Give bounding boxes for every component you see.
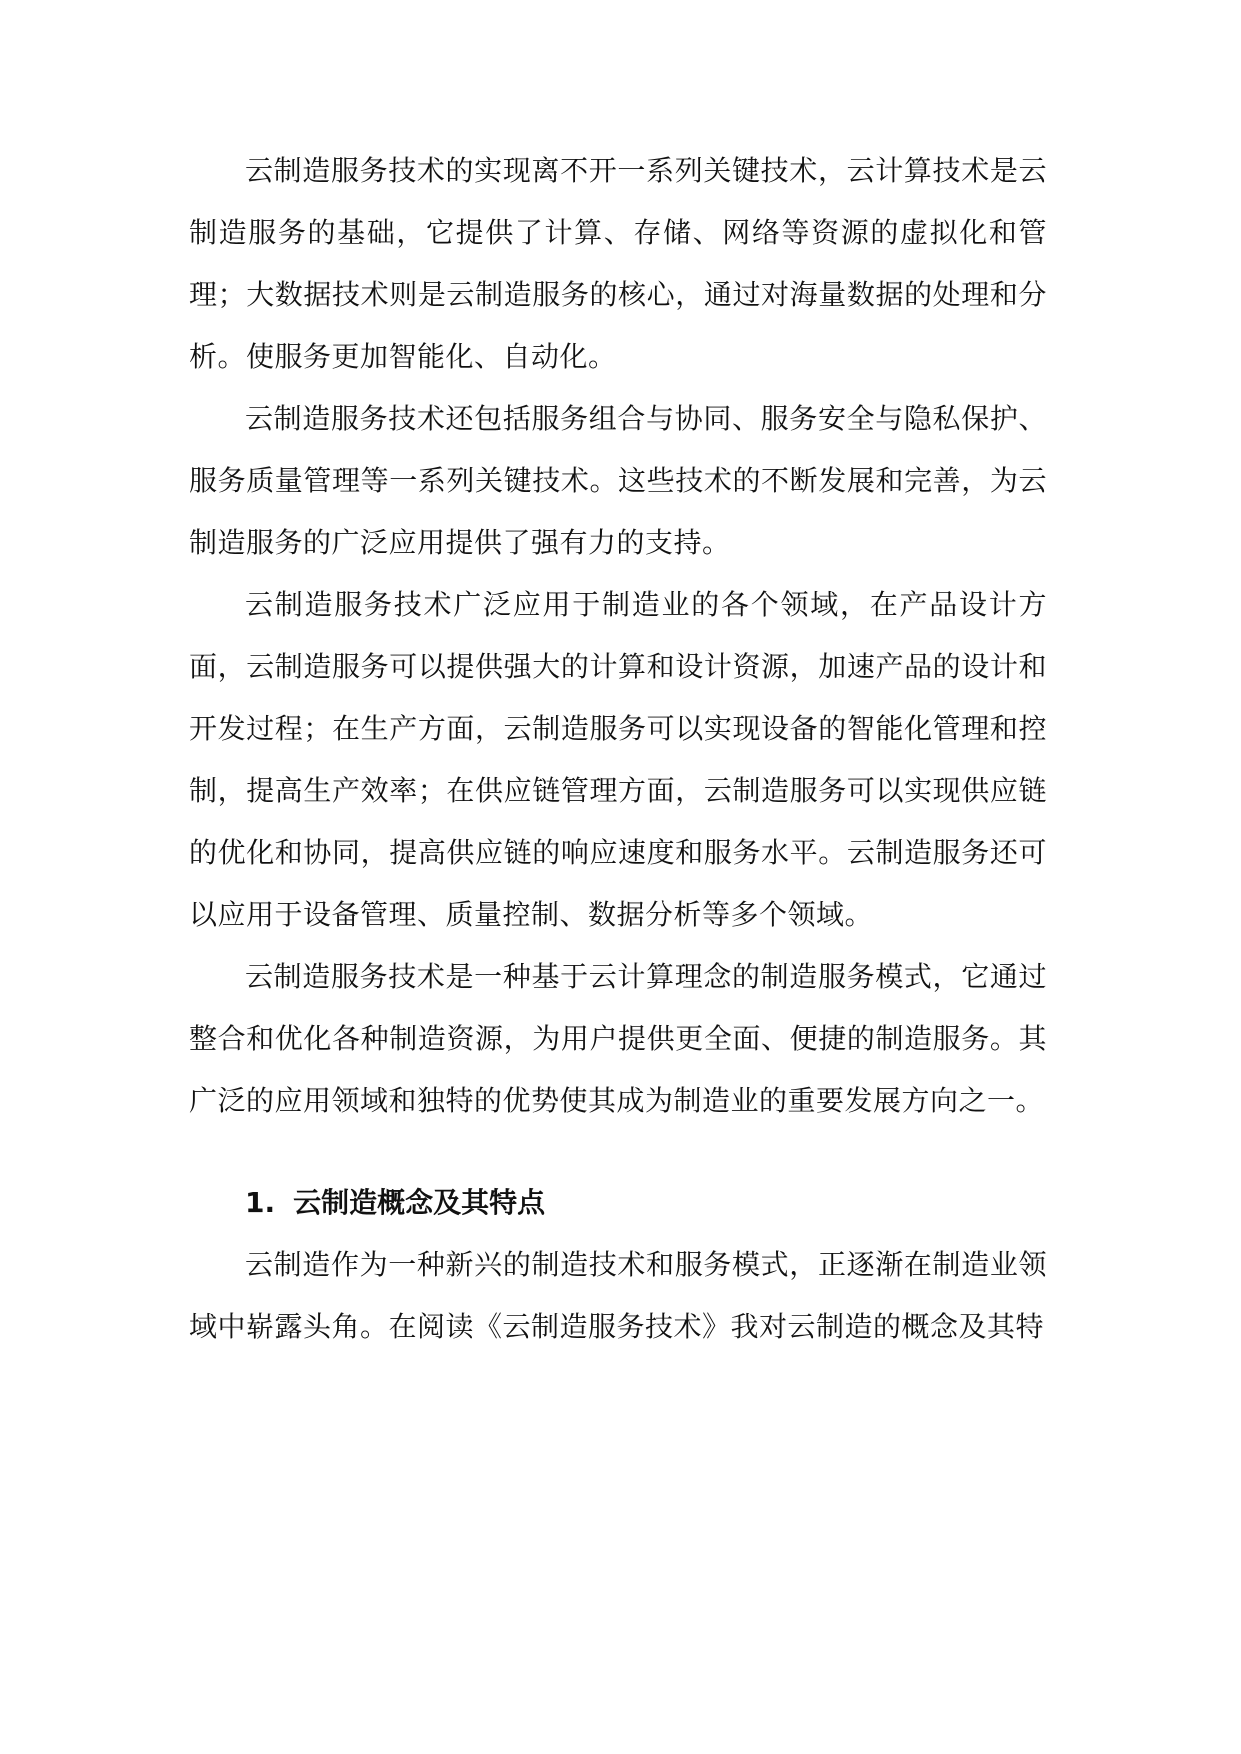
paragraph-cloud-manufacturing-intro: 云制造作为一种新兴的制造技术和服务模式，正逐渐在制造业领域中崭露头角。在阅读《云制造服务技术》我对云制造的概念及其特	[189, 1248, 1047, 1343]
paragraph-applications: 云制造服务技术广泛应用于制造业的各个领域，在产品设计方面，云制造服务可以提供强大的计算和设计资源，加速产品的设计和开发过程；在生产方面，云制造服务可以实现设备的智能化管理和控制，提高生产效率；在供应链管理方面，云制造服务可以实现供应链的优化和协同，提高供应链的响应速度和服务水平。云制造服务还可以应用于设备管理、质量控制、数据分析等多个领域。	[189, 588, 1047, 931]
paragraph-summary: 云制造服务技术是一种基于云计算理念的制造服务模式，它通过整合和优化各种制造资源，为用户提供更全面、便捷的制造服务。其广泛的应用领域和独特的优势使其成为制造业的重要发展方向之一。	[189, 960, 1047, 1117]
paragraph-key-technologies: 云制造服务技术的实现离不开一系列关键技术，云计算技术是云制造服务的基础，它提供了计算、存储、网络等资源的虚拟化和管理；大数据技术则是云制造服务的核心，通过对海量数据的处理和分析。使服务更加智能化、自动化。	[189, 154, 1047, 373]
section-title: 云制造概念及其特点	[293, 1186, 546, 1219]
section-heading	[189, 1172, 1047, 1234]
document-body	[189, 140, 1047, 1358]
paragraph-related-technologies: 云制造服务技术还包括服务组合与协同、服务安全与隐私保护、服务质量管理等一系列关键技术。这些技术的不断发展和完善，为云制造服务的广泛应用提供了强有力的支持。	[189, 402, 1047, 559]
section-number: 1.	[245, 1186, 276, 1219]
